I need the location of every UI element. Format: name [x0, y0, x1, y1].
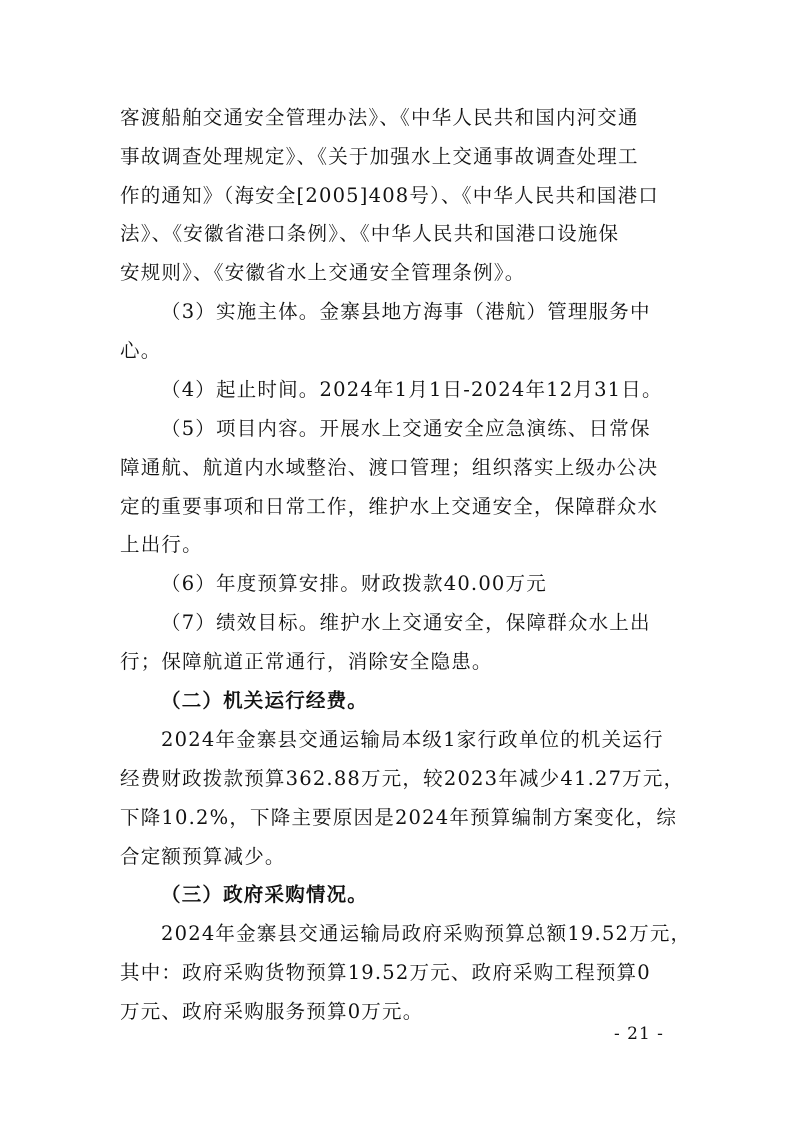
- paragraph-line: 上出行。: [120, 533, 203, 556]
- paragraph-line: 经费财政拨款预算362.88万元，较2023年减少41.27万元，: [120, 767, 685, 790]
- paragraph-line: 心。: [120, 339, 162, 362]
- paragraph-line: 定的重要事项和日常工作，维护水上交通安全，保障群众水: [120, 495, 659, 518]
- section-heading: （二）机关运行经费。: [161, 689, 369, 712]
- paragraph-line: 2024年金寨县交通运输局本级1家行政单位的机关运行: [161, 728, 664, 751]
- paragraph-line: 行；保障航道正常通行，消除安全隐患。: [120, 650, 493, 673]
- paragraph-line: 合定额预算减少。: [120, 845, 286, 868]
- paragraph-line: （5）项目内容。开展水上交通安全应急演练、日常保: [161, 417, 651, 440]
- paragraph-line: 万元、政府采购服务预算0万元。: [120, 1000, 424, 1023]
- paragraph-line: 客渡船舶交通安全管理办法》、《中华人民共和国内河交通: [120, 106, 639, 129]
- paragraph-line: （3）实施主体。金寨县地方海事（港航）管理服务中: [161, 300, 651, 323]
- paragraph-line: 其中：政府采购货物预算19.52万元、政府采购工程预算0: [120, 961, 651, 984]
- paragraph-line: （4）起止时间。2024年1月1日-2024年12月31日。: [161, 378, 663, 401]
- page-number: - 21 -: [614, 1024, 664, 1044]
- paragraph-line: 作的通知》（海安全[2005]408号）、《中华人民共和国港口: [120, 184, 660, 207]
- paragraph-line: （7）绩效目标。维护水上交通安全，保障群众水上出: [161, 611, 651, 634]
- paragraph-line: 障通航、航道内水域整治、渡口管理；组织落实上级办公决: [120, 456, 659, 479]
- paragraph-line: 2024年金寨县交通运输局政府采购预算总额19.52万元，: [161, 922, 692, 945]
- paragraph-line: 安规则》、《安徽省水上交通安全管理条例》。: [120, 261, 526, 284]
- section-heading: （三）政府采购情况。: [161, 883, 369, 906]
- paragraph-line: （6）年度预算安排。财政拨款40.00万元: [161, 572, 547, 595]
- paragraph-line: 事故调查处理规定》、《关于加强水上交通事故调查处理工: [120, 145, 639, 168]
- paragraph-line: 法》、《安徽省港口条例》、《中华人民共和国港口设施保: [120, 222, 620, 245]
- paragraph-line: 下降10.2%，下降主要原因是2024年预算编制方案变化，综: [120, 806, 678, 829]
